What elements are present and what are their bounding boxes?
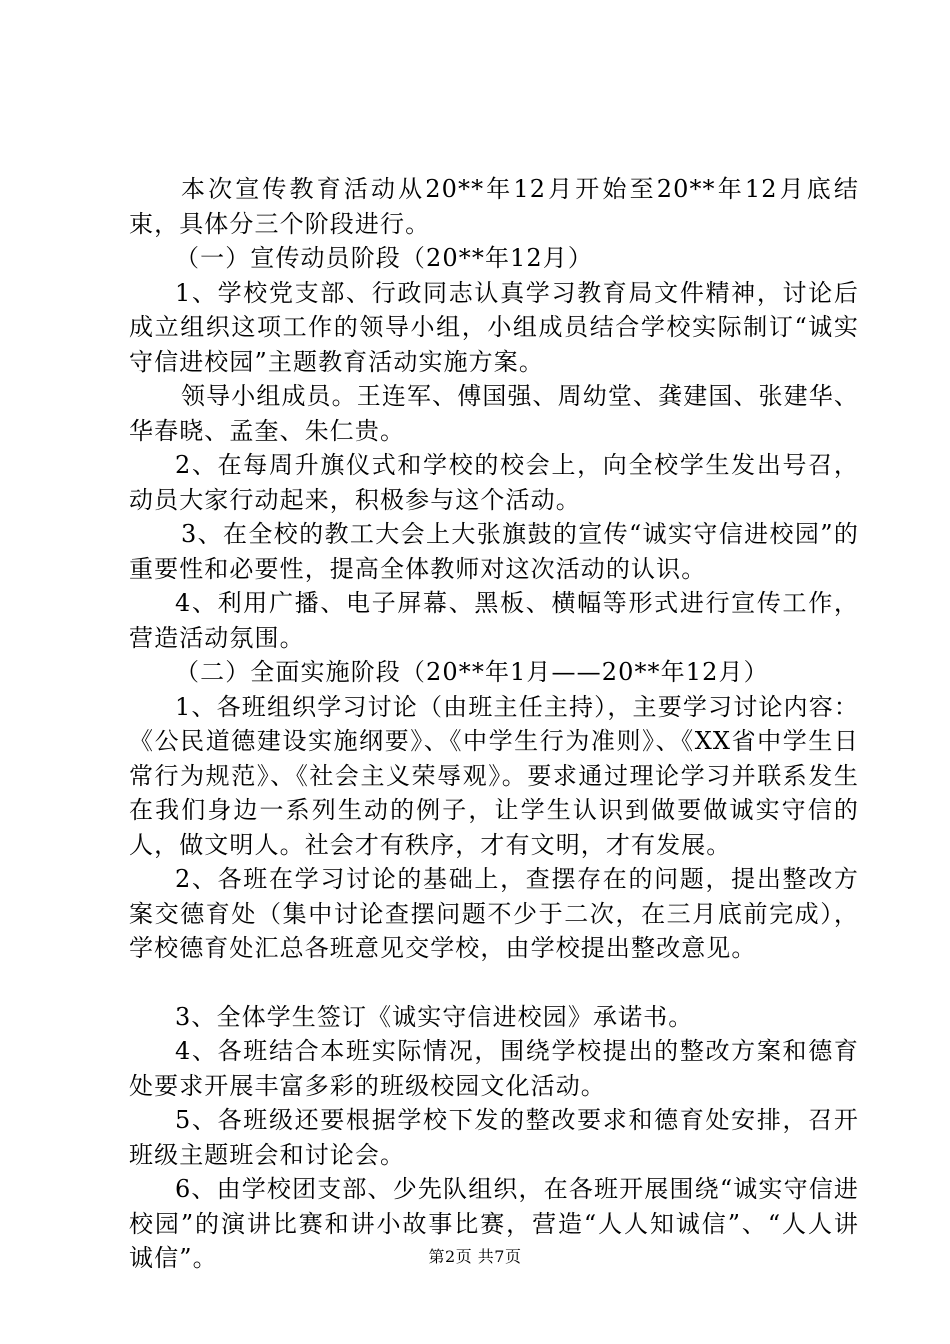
paragraph-item: 2、各班在学习讨论的基础上，查摆存在的问题，提出整改方案交德育处（集中讨论查摆问题不少于二次，在三月底前完成），学校德育处汇总各班意见交学校，由学校提出整改意见。 [129,865,859,962]
paragraph-item: 3、全体学生签订《诚实守信进校园》承诺书。 [175,1002,694,1031]
section-heading-1: （一）宣传动员阶段（20**年12月） [175,244,593,272]
document-body [129,172,859,1276]
paragraph-spacer [129,966,859,1000]
paragraph-item: 3、在全校的教工大会上大张旗鼓的宣传“诚实守信进校园”的重要性和必要性，提高全体教师对这次活动的认识。 [129,520,859,583]
paragraph-item: 5、各班级还要根据学校下发的整改要求和德育处安排，召开班级主题班会和讨论会。 [129,1106,859,1169]
paragraph-item: 2、在每周升旗仪式和学校的校会上，向全校学生发出号召，动员大家行动起来，积极参与这个活动。 [129,451,859,514]
paragraph-item: 领导小组成员。王连军、傅国强、周幼堂、龚建国、张建华、华春晓、孟奎、朱仁贵。 [129,382,859,445]
paragraph-item: 4、利用广播、电子屏幕、黑板、横幅等形式进行宣传工作，营造活动氛围。 [129,589,859,652]
paragraph-item: 1、学校党支部、行政同志认真学习教育局文件精神，讨论后成立组织这项工作的领导小组，小组成员结合学校实际制订“诚实守信进校园”主题教育活动实施方案。 [129,278,859,376]
section-heading-2: （二）全面实施阶段（20**年1月——20**年12月） [175,658,769,686]
paragraph-item: 1、各班组织学习讨论（由班主任主持），主要学习讨论内容：《公民道德建设实施纲要》、《中学生行为准则》、《XX省中学生日常行为规范》、《社会主义荣辱观》。要求通过理论学习并联系发生在我们身边一系列生动的例子，让学生认识到做要做诚实守信的人，做文明人。社会才有秩序，才有文明，才有发展。 [129,692,859,859]
paragraph-item: 6、由学校团支部、少先队组织，在各班开展围绕“诚实守信进校园”的演讲比赛和讲小故事比赛，营造“人人知诚信”、“人人讲诚信”。 [129,1175,859,1272]
paragraph-intro: 本次宣传教育活动从20**年12月开始至20**年12月底结束，具体分三个阶段进行。 [129,175,859,238]
paragraph-item: 4、各班结合本班实际情况，围绕学校提出的整改方案和德育处要求开展丰富多彩的班级校园文化活动。 [129,1037,859,1100]
page-footer: 第2页 共7页 [428,1247,522,1266]
